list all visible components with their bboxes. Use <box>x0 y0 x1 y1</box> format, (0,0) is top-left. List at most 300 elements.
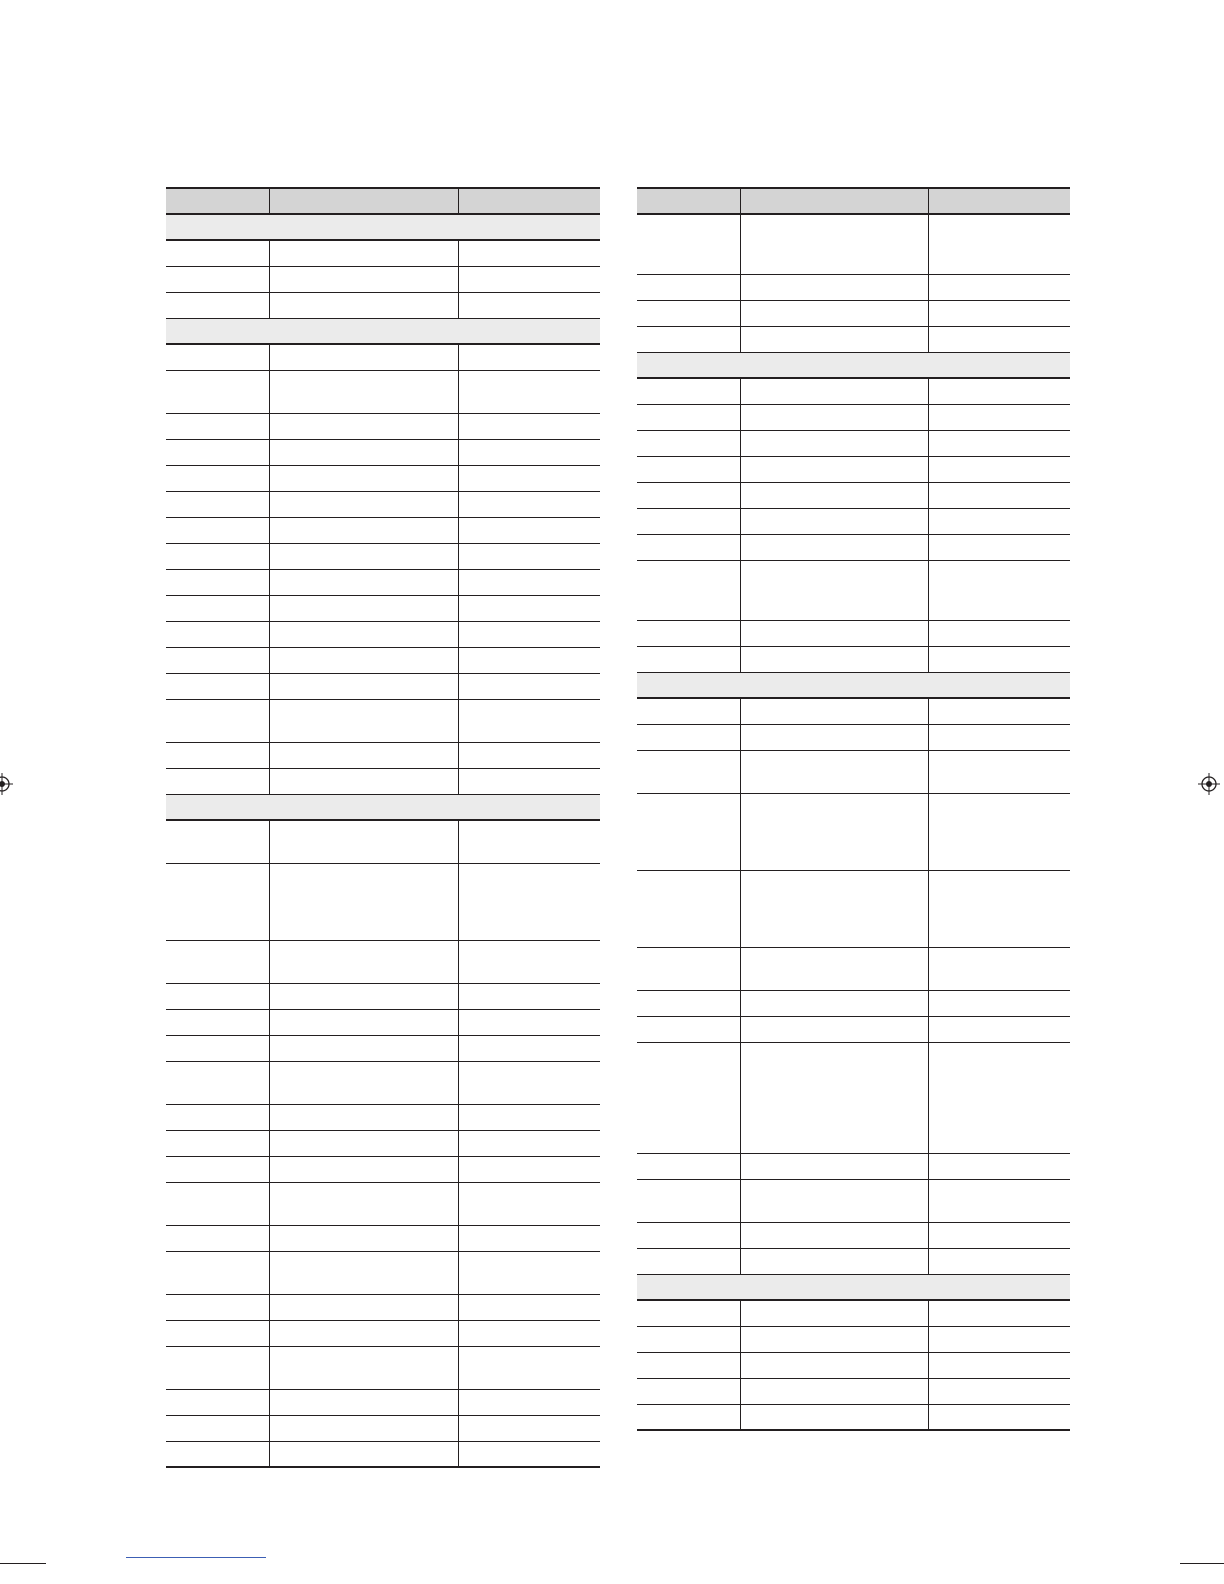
table-cell <box>928 1249 1070 1274</box>
table-cell <box>740 1017 928 1042</box>
table-row <box>166 1010 600 1036</box>
table-cell <box>458 1036 600 1061</box>
section-label <box>637 353 649 377</box>
table-cell <box>458 864 600 940</box>
table-row <box>637 948 1070 991</box>
spec-table-right <box>637 187 1070 1431</box>
table-row <box>637 215 1070 275</box>
table-cell <box>269 1347 458 1389</box>
table-cell <box>166 544 269 569</box>
table-cell <box>740 1353 928 1378</box>
table-cell <box>637 431 740 456</box>
table-cell <box>458 1157 600 1182</box>
table-cell <box>166 1295 269 1320</box>
section-label <box>166 215 178 239</box>
table-cell <box>458 1442 600 1466</box>
table-cell <box>458 769 600 794</box>
table-cell <box>637 751 740 793</box>
table-cell <box>928 991 1070 1016</box>
table-cell <box>166 1183 269 1225</box>
section-header-row <box>637 1275 1070 1301</box>
table-row <box>166 241 600 267</box>
table-row <box>166 1252 600 1295</box>
table-row <box>166 1105 600 1131</box>
table-row <box>637 301 1070 327</box>
column-header <box>458 189 600 213</box>
table-cell <box>740 431 928 456</box>
table-cell <box>740 699 928 724</box>
table-cell <box>740 275 928 300</box>
table-cell <box>458 371 600 413</box>
table-cell <box>166 1347 269 1389</box>
table-cell <box>928 509 1070 534</box>
table-row <box>166 345 600 371</box>
table-cell <box>166 570 269 595</box>
table-cell <box>928 621 1070 646</box>
table-cell <box>458 1183 600 1225</box>
table-cell <box>637 1301 740 1326</box>
table-row <box>166 440 600 466</box>
table-row <box>166 518 600 544</box>
table-cell <box>637 621 740 646</box>
table-cell <box>458 466 600 491</box>
table-cell <box>928 215 1070 274</box>
table-cell <box>166 674 269 699</box>
table-cell <box>458 518 600 543</box>
table-header <box>166 187 600 215</box>
table-row <box>166 1390 600 1416</box>
table-cell <box>740 1180 928 1222</box>
table-cell <box>928 1327 1070 1352</box>
table-cell <box>269 984 458 1009</box>
table-cell <box>166 466 269 491</box>
table-cell <box>269 864 458 940</box>
registration-mark-icon <box>0 773 13 795</box>
table-cell <box>928 1017 1070 1042</box>
table-cell <box>458 267 600 292</box>
table-cell <box>458 345 600 370</box>
table-row <box>166 267 600 293</box>
table-cell <box>637 1017 740 1042</box>
table-cell <box>928 1379 1070 1404</box>
table-cell <box>166 1157 269 1182</box>
table-cell <box>740 621 928 646</box>
table-cell <box>928 1353 1070 1378</box>
table-cell <box>269 769 458 794</box>
table-row <box>166 821 600 864</box>
table-cell <box>740 1043 928 1153</box>
table-cell <box>166 345 269 370</box>
section-label <box>166 795 178 819</box>
table-cell <box>458 1252 600 1294</box>
table-row <box>637 871 1070 948</box>
column-header <box>637 189 740 213</box>
table-cell <box>269 648 458 673</box>
table-cell <box>166 414 269 439</box>
table-row <box>637 405 1070 431</box>
table-row <box>637 535 1070 561</box>
table-cell <box>637 991 740 1016</box>
table-cell <box>928 379 1070 404</box>
table-cell <box>458 1347 600 1389</box>
table-cell <box>637 275 740 300</box>
table-row <box>637 751 1070 794</box>
table-cell <box>458 440 600 465</box>
table-cell <box>458 414 600 439</box>
table-cell <box>458 293 600 318</box>
column-header <box>928 189 1070 213</box>
table-cell <box>269 596 458 621</box>
table-cell <box>458 1321 600 1346</box>
table-cell <box>928 405 1070 430</box>
table-cell <box>740 725 928 750</box>
table-cell <box>637 561 740 620</box>
table-cell <box>458 674 600 699</box>
section-header-row <box>166 795 600 821</box>
table-cell <box>928 871 1070 947</box>
table-cell <box>269 1295 458 1320</box>
table-cell <box>458 1131 600 1156</box>
table-row <box>637 1327 1070 1353</box>
table-cell <box>928 457 1070 482</box>
table-cell <box>269 1390 458 1415</box>
table-row <box>166 544 600 570</box>
table-cell <box>269 1183 458 1225</box>
table-row <box>637 725 1070 751</box>
table-cell <box>637 1327 740 1352</box>
table-cell <box>928 301 1070 326</box>
table-cell <box>928 699 1070 724</box>
table-cell <box>928 1405 1070 1429</box>
table-row <box>166 1062 600 1105</box>
table-cell <box>740 647 928 672</box>
table-row <box>166 984 600 1010</box>
table-row <box>166 864 600 941</box>
table-cell <box>637 301 740 326</box>
table-cell <box>166 267 269 292</box>
table-cell <box>269 570 458 595</box>
section-header-row <box>637 353 1070 379</box>
section-header-row <box>166 215 600 241</box>
table-cell <box>166 1390 269 1415</box>
table-cell <box>166 821 269 863</box>
table-row <box>637 1379 1070 1405</box>
table-cell <box>269 267 458 292</box>
table-row <box>637 457 1070 483</box>
table-cell <box>740 1223 928 1248</box>
table-cell <box>166 440 269 465</box>
table-cell <box>740 509 928 534</box>
table-cell <box>928 1180 1070 1222</box>
table-cell <box>637 535 740 560</box>
table-row <box>637 1017 1070 1043</box>
table-cell <box>269 544 458 569</box>
table-cell <box>166 648 269 673</box>
table-row <box>166 466 600 492</box>
table-cell <box>928 1154 1070 1179</box>
table-row <box>166 492 600 518</box>
table-cell <box>637 1223 740 1248</box>
table-cell <box>740 483 928 508</box>
table-cell <box>928 1043 1070 1153</box>
table-cell <box>166 1036 269 1061</box>
table-cell <box>637 1043 740 1153</box>
table-row <box>637 647 1070 673</box>
table-cell <box>269 1131 458 1156</box>
table-row <box>166 743 600 769</box>
table-cell <box>269 492 458 517</box>
table-cell <box>269 941 458 983</box>
table-row <box>637 483 1070 509</box>
table-cell <box>928 561 1070 620</box>
table-cell <box>458 648 600 673</box>
table-cell <box>166 1226 269 1251</box>
footer-rule <box>126 1557 266 1558</box>
table-cell <box>637 794 740 870</box>
table-row <box>637 431 1070 457</box>
table-cell <box>458 1226 600 1251</box>
column-header <box>269 189 458 213</box>
table-cell <box>928 535 1070 560</box>
registration-mark-icon <box>1198 773 1220 795</box>
table-cell <box>740 1327 928 1352</box>
table-cell <box>166 743 269 768</box>
table-cell <box>458 1010 600 1035</box>
table-cell <box>637 379 740 404</box>
table-cell <box>166 1105 269 1130</box>
table-cell <box>269 743 458 768</box>
table-cell <box>740 948 928 990</box>
table-cell <box>637 215 740 274</box>
table-row <box>166 674 600 700</box>
table-cell <box>269 1442 458 1466</box>
table-row <box>637 991 1070 1017</box>
table-cell <box>740 1154 928 1179</box>
table-row <box>637 379 1070 405</box>
table-cell <box>637 457 740 482</box>
column-header <box>740 189 928 213</box>
section-label <box>637 673 649 697</box>
table-cell <box>458 1416 600 1441</box>
table-cell <box>166 596 269 621</box>
table-cell <box>166 622 269 647</box>
crop-mark-bottom-left <box>0 1563 46 1564</box>
table-cell <box>458 743 600 768</box>
table-cell <box>269 1105 458 1130</box>
table-cell <box>458 941 600 983</box>
table-cell <box>637 948 740 990</box>
table-cell <box>269 1157 458 1182</box>
table-cell <box>928 483 1070 508</box>
table-cell <box>166 492 269 517</box>
table-cell <box>269 345 458 370</box>
table-cell <box>269 1416 458 1441</box>
table-cell <box>637 1154 740 1179</box>
table-cell <box>269 1036 458 1061</box>
table-cell <box>637 1249 740 1274</box>
table-row <box>166 1183 600 1226</box>
table-row <box>166 596 600 622</box>
table-cell <box>166 1442 269 1466</box>
table-cell <box>458 492 600 517</box>
table-cell <box>458 1390 600 1415</box>
table-cell <box>458 700 600 742</box>
table-cell <box>166 1131 269 1156</box>
table-cell <box>928 948 1070 990</box>
table-cell <box>166 518 269 543</box>
table-cell <box>637 509 740 534</box>
table-row <box>166 1157 600 1183</box>
table-cell <box>458 984 600 1009</box>
table-cell <box>269 440 458 465</box>
column-header <box>166 189 269 213</box>
table-cell <box>928 327 1070 352</box>
table-cell <box>269 1062 458 1104</box>
table-cell <box>269 1010 458 1035</box>
table-cell <box>269 1226 458 1251</box>
table-cell <box>269 293 458 318</box>
table-cell <box>458 570 600 595</box>
table-cell <box>740 1249 928 1274</box>
table-row <box>637 1043 1070 1154</box>
table-cell <box>166 769 269 794</box>
table-cell <box>740 457 928 482</box>
table-cell <box>637 405 740 430</box>
table-cell <box>269 674 458 699</box>
table-cell <box>637 1353 740 1378</box>
table-cell <box>269 700 458 742</box>
table-cell <box>740 1301 928 1326</box>
table-cell <box>166 1252 269 1294</box>
table-row <box>637 561 1070 621</box>
spec-table-left <box>166 187 600 1468</box>
table-cell <box>458 596 600 621</box>
table-cell <box>740 301 928 326</box>
table-row <box>166 622 600 648</box>
table-cell <box>740 1379 928 1404</box>
table-row <box>637 621 1070 647</box>
table-cell <box>637 1405 740 1429</box>
table-cell <box>269 241 458 266</box>
table-row <box>637 1154 1070 1180</box>
table-row <box>166 1226 600 1252</box>
section-label <box>166 319 178 343</box>
section-label <box>637 1275 649 1299</box>
table-row <box>637 699 1070 725</box>
table-cell <box>166 700 269 742</box>
table-cell <box>458 1105 600 1130</box>
table-cell <box>740 991 928 1016</box>
table-cell <box>458 1295 600 1320</box>
table-row <box>166 1131 600 1157</box>
table-row <box>166 1347 600 1390</box>
table-cell <box>458 241 600 266</box>
table-cell <box>269 466 458 491</box>
table-cell <box>928 751 1070 793</box>
section-header-row <box>637 673 1070 699</box>
table-cell <box>166 1321 269 1346</box>
table-row <box>166 700 600 743</box>
table-cell <box>166 1010 269 1035</box>
table-row <box>166 1416 600 1442</box>
table-row <box>166 941 600 984</box>
table-cell <box>458 544 600 569</box>
table-cell <box>637 1379 740 1404</box>
table-cell <box>740 327 928 352</box>
table-cell <box>166 1062 269 1104</box>
table-cell <box>928 647 1070 672</box>
table-row <box>166 1321 600 1347</box>
table-row <box>166 570 600 596</box>
table-row <box>637 794 1070 871</box>
table-cell <box>928 275 1070 300</box>
table-cell <box>740 561 928 620</box>
table-cell <box>740 215 928 274</box>
table-cell <box>637 871 740 947</box>
table-cell <box>740 405 928 430</box>
table-cell <box>166 241 269 266</box>
table-row <box>637 1223 1070 1249</box>
table-cell <box>928 431 1070 456</box>
table-cell <box>928 1223 1070 1248</box>
table-row <box>166 769 600 795</box>
table-row <box>166 371 600 414</box>
table-cell <box>637 699 740 724</box>
table-row <box>637 1353 1070 1379</box>
table-cell <box>269 1252 458 1294</box>
table-cell <box>740 1405 928 1429</box>
table-cell <box>269 371 458 413</box>
table-cell <box>269 622 458 647</box>
table-row <box>166 1442 600 1468</box>
table-row <box>637 1180 1070 1223</box>
table-header <box>637 187 1070 215</box>
table-row <box>637 275 1070 301</box>
table-cell <box>166 293 269 318</box>
table-cell <box>269 1321 458 1346</box>
table-cell <box>928 725 1070 750</box>
crop-mark-bottom-right <box>1180 1563 1224 1564</box>
table-cell <box>458 622 600 647</box>
table-row <box>637 1405 1070 1431</box>
table-cell <box>637 1180 740 1222</box>
table-cell <box>637 483 740 508</box>
table-cell <box>269 414 458 439</box>
table-row <box>637 327 1070 353</box>
table-cell <box>928 1301 1070 1326</box>
table-cell <box>928 794 1070 870</box>
section-header-row <box>166 319 600 345</box>
table-row <box>166 648 600 674</box>
table-cell <box>458 1062 600 1104</box>
table-cell <box>458 821 600 863</box>
table-cell <box>740 794 928 870</box>
table-cell <box>166 941 269 983</box>
table-cell <box>740 379 928 404</box>
table-cell <box>740 535 928 560</box>
table-row <box>637 509 1070 535</box>
table-cell <box>269 821 458 863</box>
table-row <box>166 1036 600 1062</box>
table-cell <box>637 647 740 672</box>
table-cell <box>637 327 740 352</box>
table-cell <box>269 518 458 543</box>
table-cell <box>740 871 928 947</box>
table-cell <box>166 864 269 940</box>
table-cell <box>166 371 269 413</box>
table-row <box>166 293 600 319</box>
table-cell <box>166 1416 269 1441</box>
